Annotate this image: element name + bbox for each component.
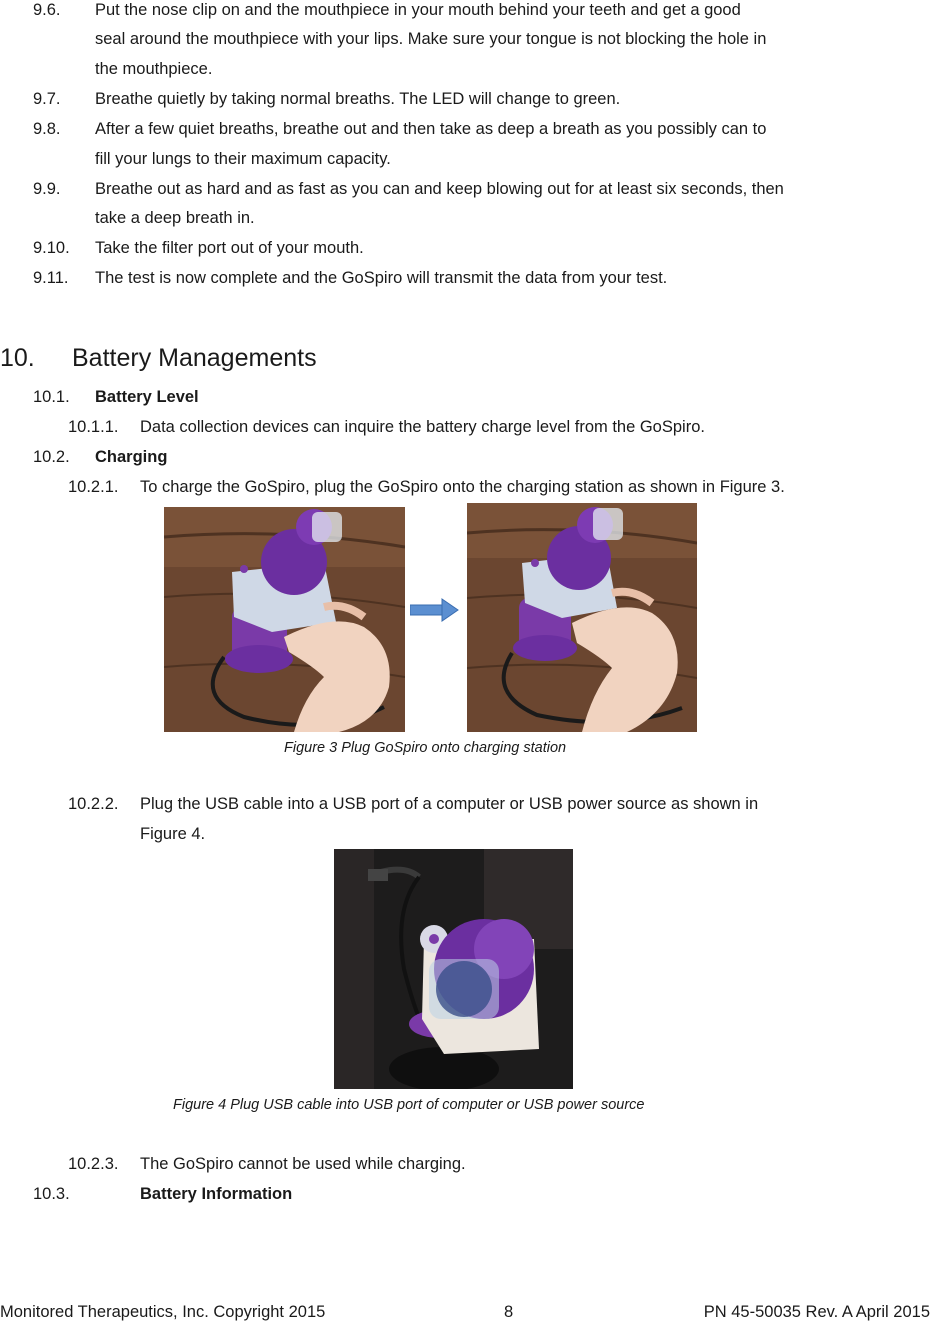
section-10-3-title: Battery Information [140,1185,293,1203]
step-9-9-line-1: Breathe out as hard and as fast as you can and keep blowing out for at least six seconds, then [95,180,784,198]
step-9-8-number: 9.8. [33,120,61,138]
figure-3-photo-before [164,507,405,732]
section-10-2-3-number: 10.2.3. [68,1155,119,1173]
step-9-8-line-2: fill your lungs to their maximum capacity. [95,150,391,168]
section-10-3-number: 10.3. [33,1185,70,1203]
section-10-2-2-line-1: Plug the USB cable into a USB port of a computer or USB power source as shown in [140,795,759,813]
step-9-7-number: 9.7. [33,90,61,108]
section-10-1-1-number: 10.1.1. [68,418,119,436]
section-10-1-number: 10.1. [33,388,70,406]
section-10-2-2-number: 10.2.2. [68,795,119,813]
section-10-2-2-line-2: Figure 4. [140,825,206,843]
section-10-1-title: Battery Level [95,388,199,406]
step-9-9-line-2: take a deep breath in. [95,209,255,227]
step-9-10-line-1: Take the filter port out of your mouth. [95,239,364,257]
step-9-7-line-1: Breathe quietly by taking normal breaths. The LED will change to green. [95,90,621,108]
section-10-title: Battery Managements [72,344,317,372]
step-9-10-number: 9.10. [33,239,70,257]
step-9-9-number: 9.9. [33,180,61,198]
footer-copyright: Monitored Therapeutics, Inc. Copyright 2015 [0,1303,326,1321]
section-10-2-1-number: 10.2.1. [68,478,119,496]
step-9-11-number: 9.11. [33,269,69,287]
step-9-6-line-1: Put the nose clip on and the mouthpiece in your mouth behind your teeth and get a good [95,1,741,19]
section-10-2-3-text: The GoSpiro cannot be used while charging. [140,1155,466,1173]
section-10-number: 10. [0,344,35,372]
section-10-2-title: Charging [95,448,168,466]
figure-3-arrow [410,598,460,622]
figure-4-caption: Figure 4 Plug USB cable into USB port of computer or USB power source [173,1097,645,1113]
footer-part-number: PN 45-50035 Rev. A April 2015 [703,1303,930,1321]
step-9-8-line-1: After a few quiet breaths, breathe out and then take as deep a breath as you possibly can to [95,120,767,138]
footer-page-number: 8 [504,1303,514,1321]
section-10-2-number: 10.2. [33,448,70,466]
figure-3-caption: Figure 3 Plug GoSpiro onto charging station [284,740,567,756]
step-9-11-line-1: The test is now complete and the GoSpiro will transmit the data from your test. [95,269,668,287]
figure-3-photo-after [467,503,697,732]
step-9-6-line-3: the mouthpiece. [95,60,213,78]
figure-4-photo [334,849,573,1089]
section-10-1-1-text: Data collection devices can inquire the battery charge level from the GoSpiro. [140,418,705,436]
step-9-6-number: 9.6. [33,1,61,19]
section-10-2-1-text: To charge the GoSpiro, plug the GoSpiro onto the charging station as shown in Figure 3. [140,478,785,496]
step-9-6-line-2: seal around the mouthpiece with your lips. Make sure your tongue is not blocking the hole in [95,30,767,48]
